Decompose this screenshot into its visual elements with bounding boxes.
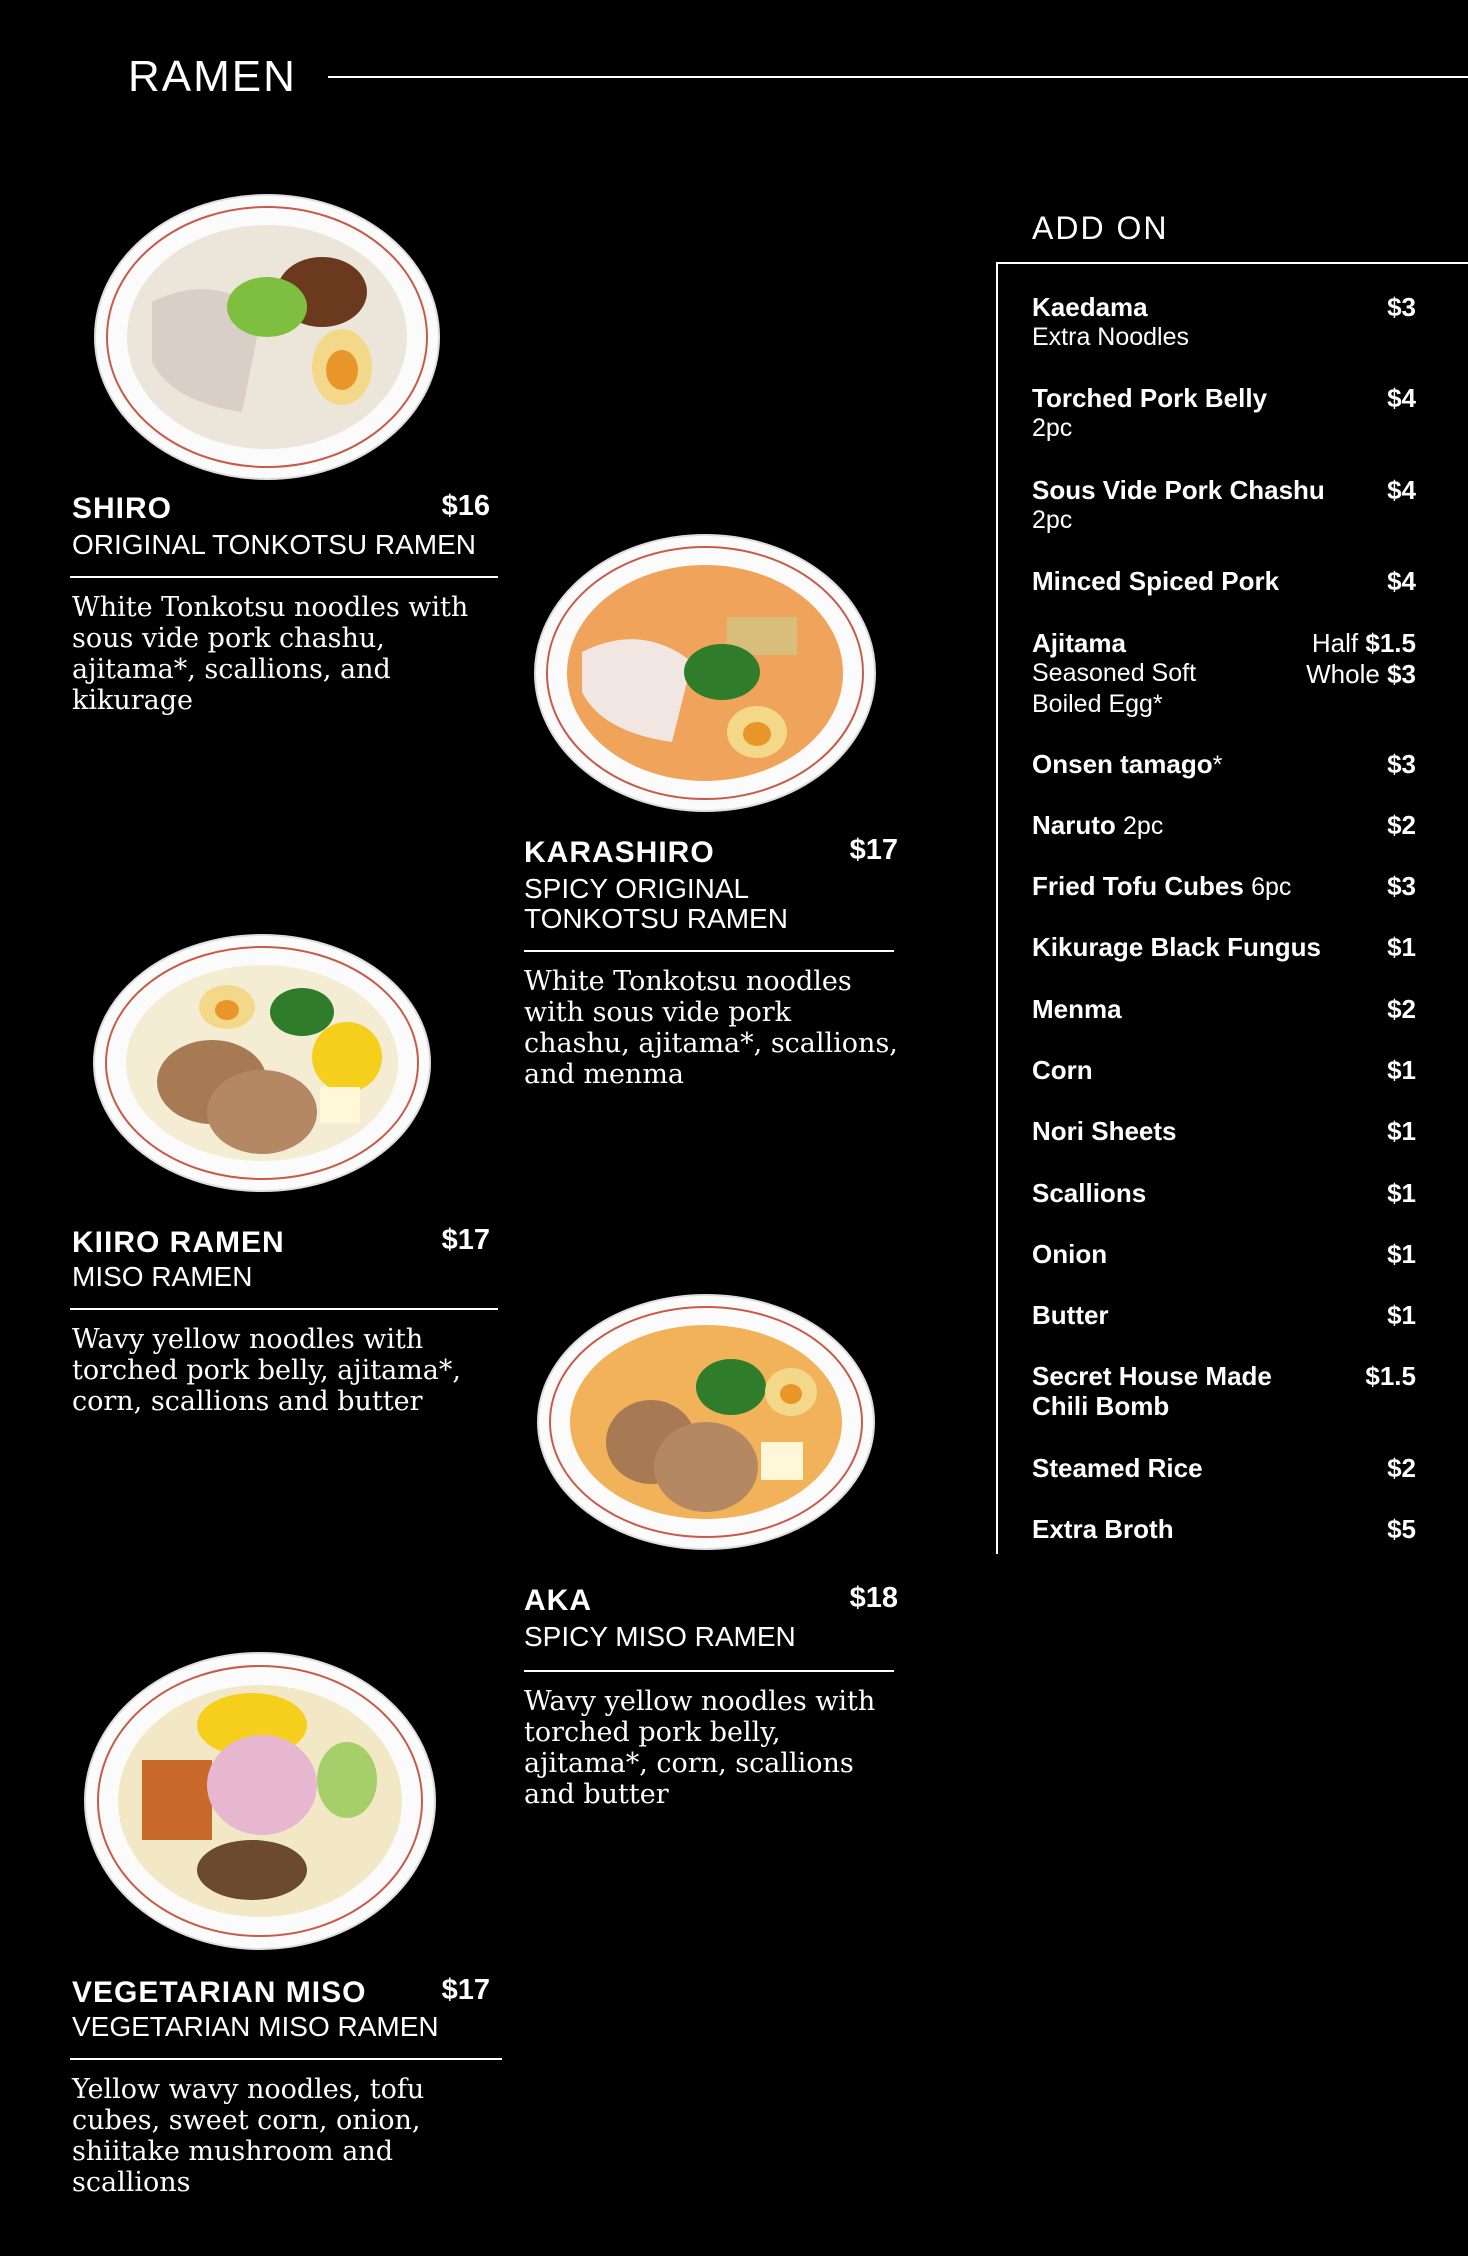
addon-item-menma — [1032, 994, 1416, 1024]
karashiro-description: White Tonkotsu noodles with sous vide pork chashu, ajitama*, scallions, and menma — [524, 966, 898, 1090]
addon-name: Sous Vide Pork Chashu — [1032, 475, 1325, 505]
addon-name: Torched Pork Belly — [1032, 383, 1268, 413]
shiro-description: White Tonkotsu noodles with sous vide pork chashu, ajitama*, scallions, and kikurage — [72, 592, 469, 716]
addon-item-extra-broth — [1032, 1514, 1416, 1544]
vegetarian-miso-bowl-image — [82, 1650, 438, 1952]
addon-item-steamed-rice — [1032, 1453, 1416, 1483]
addon-item-torched-pork-belly — [1032, 383, 1416, 444]
addon-name: Onion — [1032, 1239, 1108, 1269]
aka-price: $18 — [849, 1582, 898, 1614]
addon-price: $1.5 — [1365, 1361, 1416, 1391]
addon-price: $3 — [1387, 871, 1416, 901]
karashiro-subtitle: SPICY ORIGINAL TONKOTSU RAMEN — [524, 873, 788, 934]
addon-name: Minced Spiced Pork — [1032, 566, 1280, 596]
addon-name-line — [1032, 810, 1416, 841]
addon-item-butter — [1032, 1300, 1416, 1330]
addon-item-onsen-tamago — [1032, 749, 1416, 780]
vegetarian-miso-name: VEGETARIAN MISO — [72, 1976, 367, 2009]
vegetarian-miso-description: Yellow wavy noodles, tofu cubes, sweet corn, onion, shiitake mushroom and scallions — [72, 2074, 425, 2198]
addon-half-label: Half — [1311, 628, 1359, 658]
addon-top-rule — [996, 262, 1468, 264]
addon-price: $3 — [1387, 292, 1416, 322]
addon-price: $5 — [1387, 1514, 1416, 1544]
kiiro-subtitle: MISO RAMEN — [72, 1261, 253, 1292]
addon-price: $1 — [1387, 1300, 1416, 1330]
addon-name: Onsen tamago — [1032, 749, 1213, 779]
addon-whole-label: Whole — [1306, 659, 1380, 689]
aka-description: Wavy yellow noodles with torched pork belly, ajitama*, corn, scallions and butter — [524, 1686, 876, 1810]
addon-name-line — [1032, 871, 1416, 902]
addon-item-onion — [1032, 1239, 1416, 1269]
addon-price: $4 — [1387, 566, 1416, 596]
addon-item-nori-sheets — [1032, 1116, 1416, 1146]
addon-name: Steamed Rice — [1032, 1453, 1203, 1483]
addon-item-kaedama — [1032, 292, 1416, 353]
addon-note: 2pc — [1032, 506, 1073, 534]
addon-item-sous-vide-pork-chashu — [1032, 475, 1416, 536]
addon-name: Scallions — [1032, 1178, 1147, 1208]
addon-name: Naruto — [1032, 810, 1116, 840]
shiro-divider — [70, 576, 498, 578]
shiro-price: $16 — [441, 490, 490, 522]
kiiro-divider — [70, 1308, 498, 1310]
addon-title: ADD ON — [1032, 210, 1169, 246]
addon-item-corn — [1032, 1055, 1416, 1085]
addon-half-price: $1.5 — [1365, 628, 1416, 658]
addon-price: $1 — [1387, 1055, 1416, 1085]
addon-name: Extra Broth — [1032, 1514, 1174, 1544]
addon-name: Menma — [1032, 994, 1122, 1024]
addon-item-scallions — [1032, 1178, 1416, 1208]
addon-price: $1 — [1387, 1116, 1416, 1146]
addon-price: $2 — [1387, 810, 1416, 840]
aka-subtitle: SPICY MISO RAMEN — [524, 1621, 796, 1652]
addon-item-secret-chili-bomb — [1032, 1361, 1416, 1421]
kiiro-price: $17 — [441, 1224, 490, 1256]
addon-inline: 6pc — [1251, 873, 1292, 901]
addon-note: Extra Noodles — [1032, 323, 1190, 351]
addon-price: $1 — [1387, 932, 1416, 962]
shiro-bowl-image — [92, 192, 442, 482]
aka-divider — [524, 1670, 894, 1672]
addon-name: Secret House Made Chili Bomb — [1032, 1361, 1272, 1421]
addon-name: Butter — [1032, 1300, 1109, 1330]
addon-left-rule — [996, 262, 998, 1554]
vegetarian-miso-subtitle: VEGETARIAN MISO RAMEN — [72, 2011, 439, 2042]
addon-price: $1 — [1387, 1178, 1416, 1208]
karashiro-bowl-image — [532, 532, 878, 814]
addon-price: $1 — [1387, 1239, 1416, 1269]
aka-name: AKA — [524, 1584, 592, 1617]
karashiro-name: KARASHIRO — [524, 836, 715, 869]
addon-name-line — [1032, 749, 1416, 780]
addon-inline: 2pc — [1123, 812, 1164, 840]
shiro-name: SHIRO — [72, 492, 173, 525]
kiiro-bowl-image — [92, 932, 432, 1194]
aka-bowl-image — [536, 1292, 876, 1552]
addon-name: Kaedama — [1032, 292, 1148, 322]
addon-price: $3 — [1387, 749, 1416, 779]
addon-note: Seasoned Soft Boiled Egg* — [1032, 659, 1197, 718]
addon-inline: * — [1212, 751, 1223, 779]
addon-name: Corn — [1032, 1055, 1093, 1085]
title-divider — [328, 76, 1468, 78]
addon-item-minced-spiced-pork — [1032, 566, 1416, 596]
addon-whole-price: $3 — [1387, 659, 1416, 689]
addon-price: $2 — [1387, 994, 1416, 1024]
kiiro-description: Wavy yellow noodles with torched pork belly, ajitama*, corn, scallions and butter — [72, 1324, 461, 1417]
addon-name: Fried Tofu Cubes — [1032, 871, 1244, 901]
karashiro-price: $17 — [849, 834, 898, 866]
addon-item-ajitama — [1032, 628, 1416, 720]
addon-item-naruto — [1032, 810, 1416, 841]
addon-name: Nori Sheets — [1032, 1116, 1177, 1146]
addon-item-fried-tofu-cubes — [1032, 871, 1416, 902]
addon-name: Kikurage Black Fungus — [1032, 932, 1321, 962]
vegetarian-miso-divider — [70, 2058, 502, 2060]
addon-name: Ajitama — [1032, 628, 1126, 658]
shiro-subtitle: ORIGINAL TONKOTSU RAMEN — [72, 529, 476, 560]
karashiro-divider — [524, 950, 894, 952]
addon-price: $4 — [1387, 475, 1416, 505]
kiiro-name: KIIRO RAMEN — [72, 1226, 285, 1259]
addon-price: $2 — [1387, 1453, 1416, 1483]
addon-price-group — [1306, 628, 1416, 690]
section-title: RAMEN — [128, 52, 297, 101]
addon-price: $4 — [1387, 383, 1416, 413]
vegetarian-miso-price: $17 — [441, 1974, 490, 2006]
addon-note: 2pc — [1032, 414, 1073, 442]
addon-item-kikurage-black-fungus — [1032, 932, 1416, 962]
